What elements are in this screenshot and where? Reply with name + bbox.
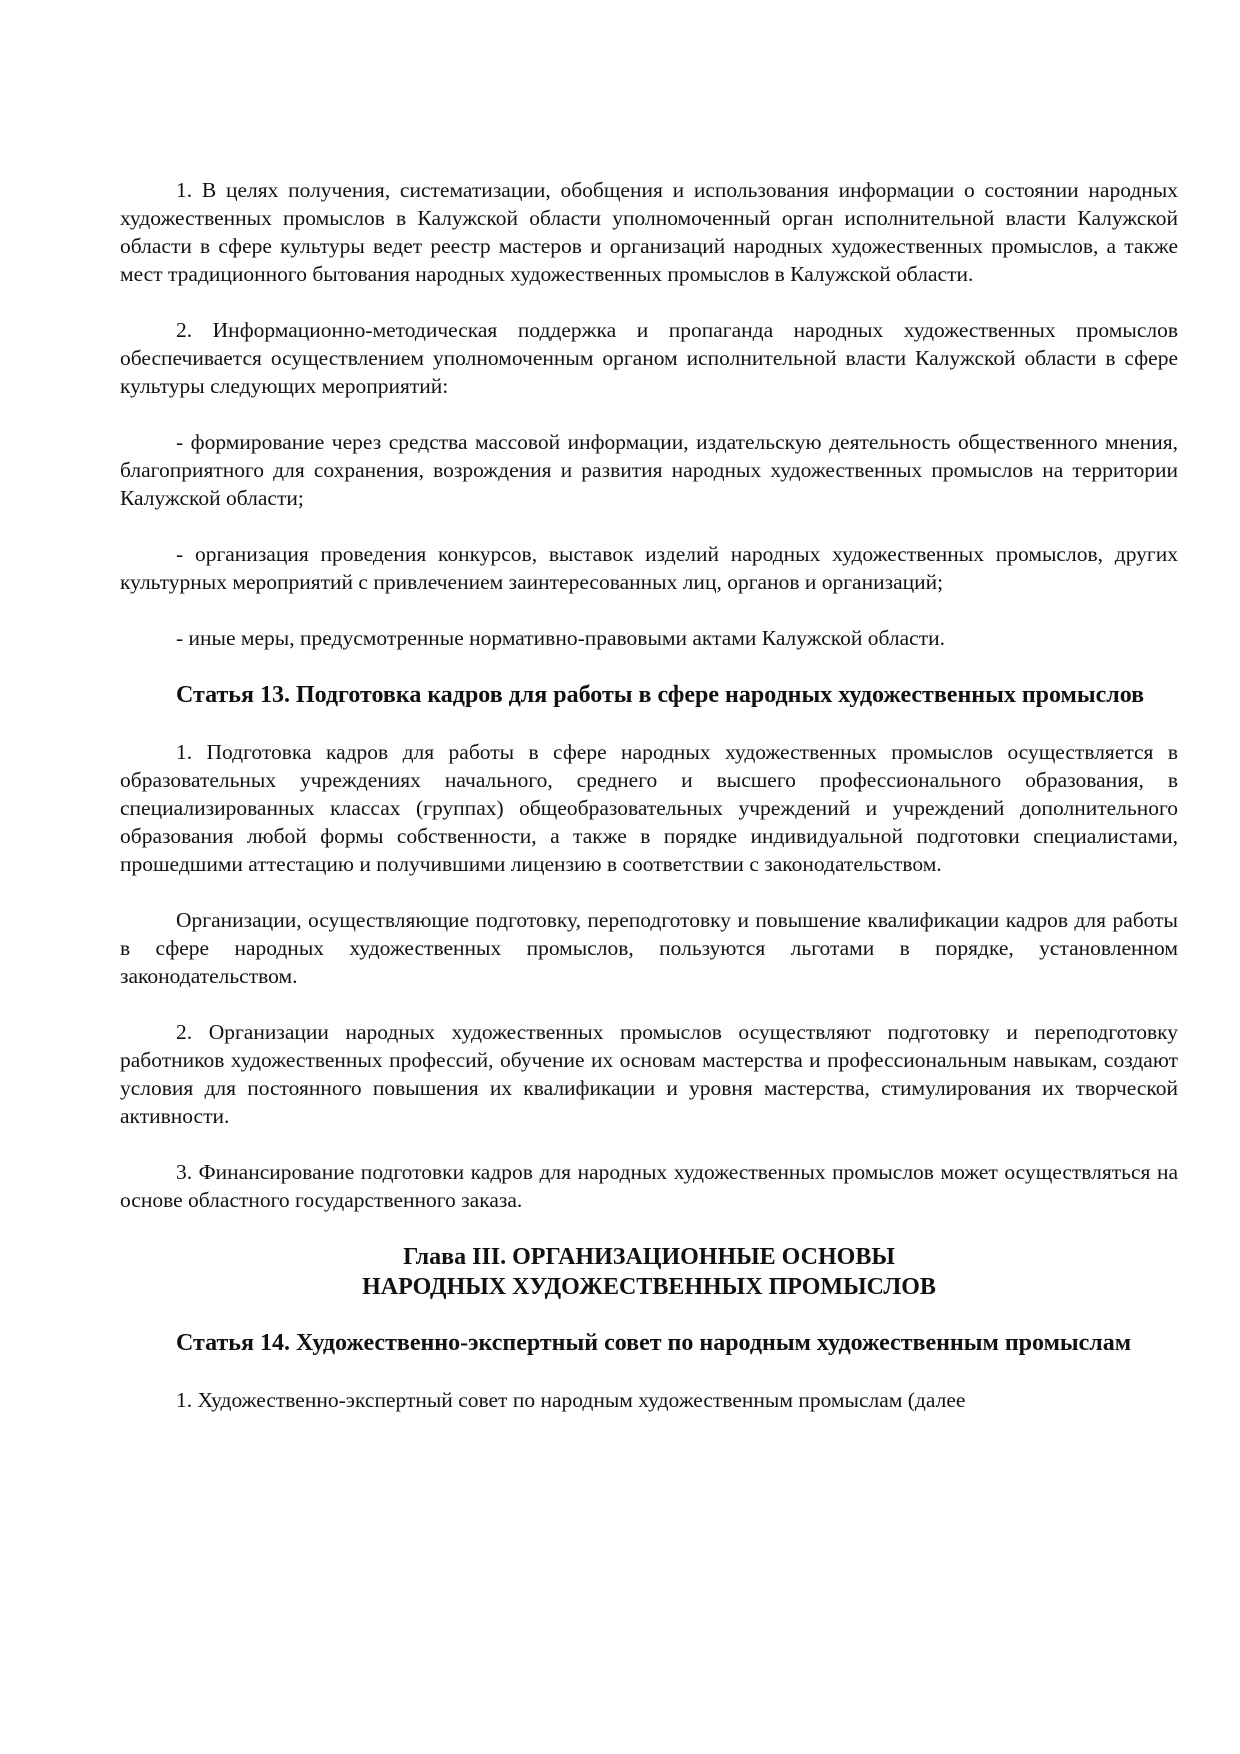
- chapter-3-title: [120, 1242, 1178, 1302]
- chapter-3-title-line-1: Глава III. ОРГАНИЗАЦИОННЫЕ ОСНОВЫ: [403, 1244, 895, 1270]
- list-item-media: - формирование через средства массовой информации, издательскую деятельность общественного мнения, благоприятного для сохранения, возрождения и развития народных художественных промыслов на территории Калужской области;: [120, 430, 1178, 510]
- registry-paragraph: 1. В целях получения, систематизации, обобщения и использования информации о состоянии народных художественных промыслов в Калужской области уполномоченный орган исполнительной власти Калужской области в сфере культуры ведет реестр мастеров и организаций народных художественных промыслов, а также мест традиционного бытования народных художественных промыслов в Калужской области.: [120, 178, 1178, 286]
- document-page: [120, 176, 1178, 1442]
- article-14-heading: Статья 14. Художественно-экспертный совет по народным художественным промыслам: [176, 1330, 1132, 1356]
- article-13-heading: Статья 13. Подготовка кадров для работы в сфере народных художественных промыслов: [176, 682, 1145, 708]
- support-paragraph: 2. Информационно-методическая поддержка и пропаганда народных художественных промыслов обеспечивается осуществлением уполномоченным органом исполнительной власти Калужской области в сфере культуры следующих мероприятий:: [120, 318, 1178, 398]
- article-13-paragraph-2: 2. Организации народных художественных промыслов осуществляют подготовку и переподготовку работников художественных профессий, обучение их основам мастерства и профессиональным навыкам, создают условия для постоянного повышения их квалификации и уровня мастерства, стимулирования их творческой активности.: [120, 1020, 1178, 1128]
- list-item-other-measures: - иные меры, предусмотренные нормативно-правовыми актами Калужской области.: [176, 626, 945, 650]
- chapter-3-title-line-2: НАРОДНЫХ ХУДОЖЕСТВЕННЫХ ПРОМЫСЛОВ: [362, 1274, 936, 1300]
- list-item-contests: - организация проведения конкурсов, выставок изделий народных художественных промыслов, других культурных мероприятий с привлечением заинтересованных лиц, органов и организаций;: [120, 542, 1178, 594]
- article-13-paragraph-3: 3. Финансирование подготовки кадров для народных художественных промыслов может осуществляться на основе областного государственного заказа.: [120, 1160, 1178, 1212]
- article-13-paragraph-benefits: Организации, осуществляющие подготовку, переподготовку и повышение квалификации кадров для работы в сфере народных художественных промыслов, пользуются льготами в порядке, установленном законодательством.: [120, 908, 1178, 988]
- article-13-paragraph-1: 1. Подготовка кадров для работы в сфере народных художественных промыслов осуществляется в образовательных учреждениях начального, среднего и высшего профессионального образования, в специализированных классах (группах) общеобразовательных учреждений и учреждений дополнительного образования любой формы собственности, а также в порядке индивидуальной подготовки специалистами, прошедшими аттестацию и получившими лицензию в соответствии с законодательством.: [120, 740, 1178, 876]
- article-14-paragraph-1: 1. Художественно-экспертный совет по народным художественным промыслам (далее: [176, 1388, 966, 1412]
